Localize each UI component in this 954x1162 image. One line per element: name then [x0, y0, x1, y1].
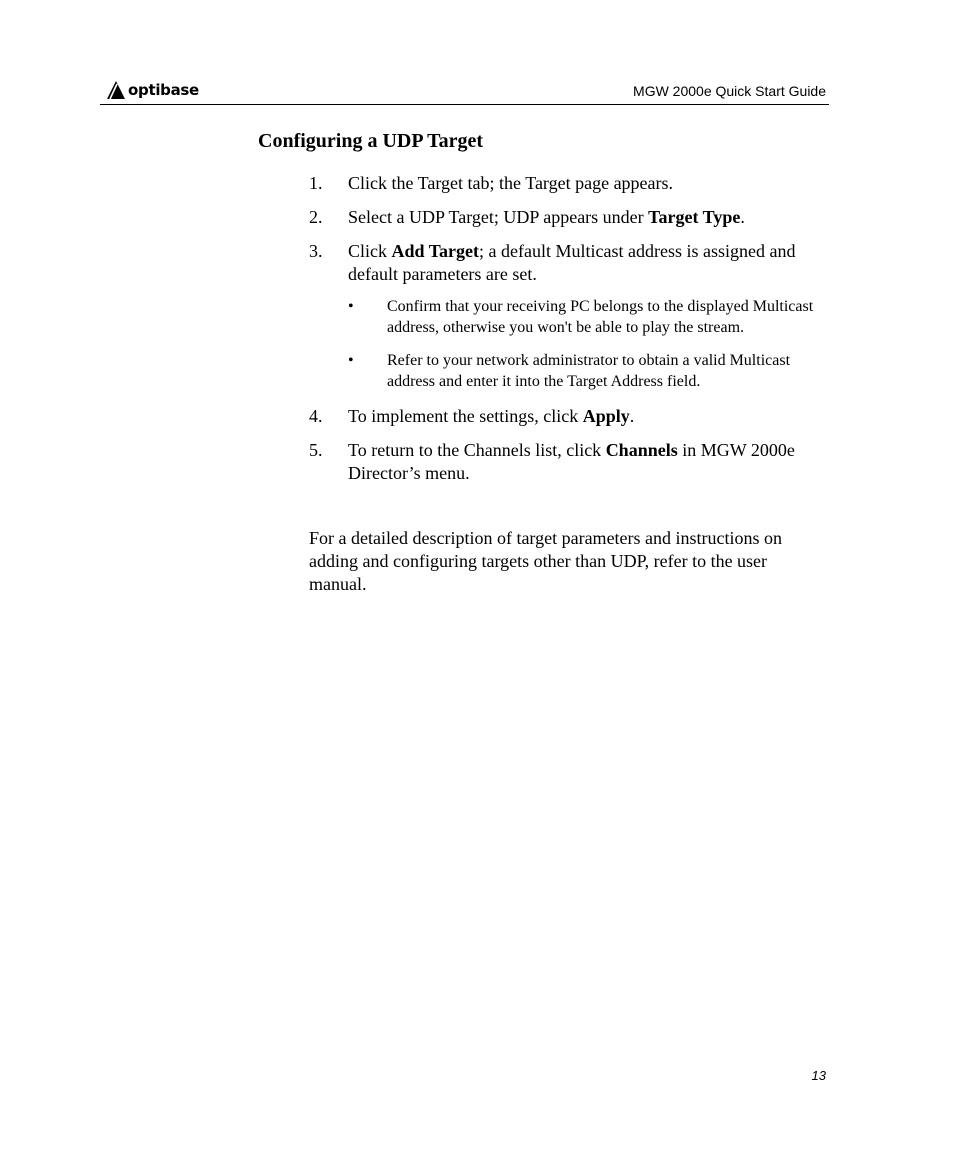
step-text: Select a UDP Target; UDP appears under Target Type. — [348, 207, 745, 227]
step-text: To return to the Channels list, click Channels in MGW 2000e Director’s menu. — [348, 440, 795, 483]
header-divider — [100, 104, 829, 105]
step-number: 3. — [309, 241, 323, 261]
step-text: Click Add Target; a default Multicast address is assigned and default parameters are set. — [348, 241, 796, 284]
triangle-logo-icon — [106, 80, 126, 100]
step-number: 2. — [309, 207, 323, 227]
step-number: 1. — [309, 173, 323, 193]
step-item — [309, 405, 829, 428]
bullet-mark: • — [348, 352, 354, 369]
step-text: To implement the settings, click Apply. — [348, 406, 635, 426]
emphasis-channels: Channels — [605, 440, 678, 460]
logo-text: optibase — [128, 81, 199, 99]
step-number: 4. — [309, 406, 323, 426]
page-number: 13 — [811, 1068, 826, 1083]
step-item — [309, 172, 829, 195]
bullet-item — [348, 350, 829, 392]
emphasis-add-target: Add Target — [391, 241, 480, 261]
step-item — [309, 206, 829, 229]
emphasis-apply: Apply — [582, 406, 630, 426]
bullet-item — [348, 296, 829, 338]
bullet-mark: • — [348, 298, 354, 315]
header-doc-title: MGW 2000e Quick Start Guide — [633, 83, 826, 99]
bullet-list — [348, 296, 829, 392]
closing-paragraph: For a detailed description of target parameters and instructions on adding and configuring targets other than UDP, refer to the user manual. — [309, 528, 783, 594]
bullet-text: Refer to your network administrator to obtain a valid Multicast address and enter it into the Target Address field. — [387, 352, 791, 390]
step-item — [309, 439, 829, 485]
section-title: Configuring a UDP Target — [258, 130, 484, 152]
optibase-logo — [106, 78, 199, 102]
bullet-text: Confirm that your receiving PC belongs to the displayed Multicast address, otherwise you won't be able to play the stream. — [387, 298, 814, 336]
steps-list — [309, 172, 829, 485]
step-item — [309, 240, 829, 286]
step-number: 5. — [309, 440, 323, 460]
step-text: Click the Target tab; the Target page appears. — [348, 173, 674, 193]
emphasis-target-type: Target Type — [648, 207, 741, 227]
